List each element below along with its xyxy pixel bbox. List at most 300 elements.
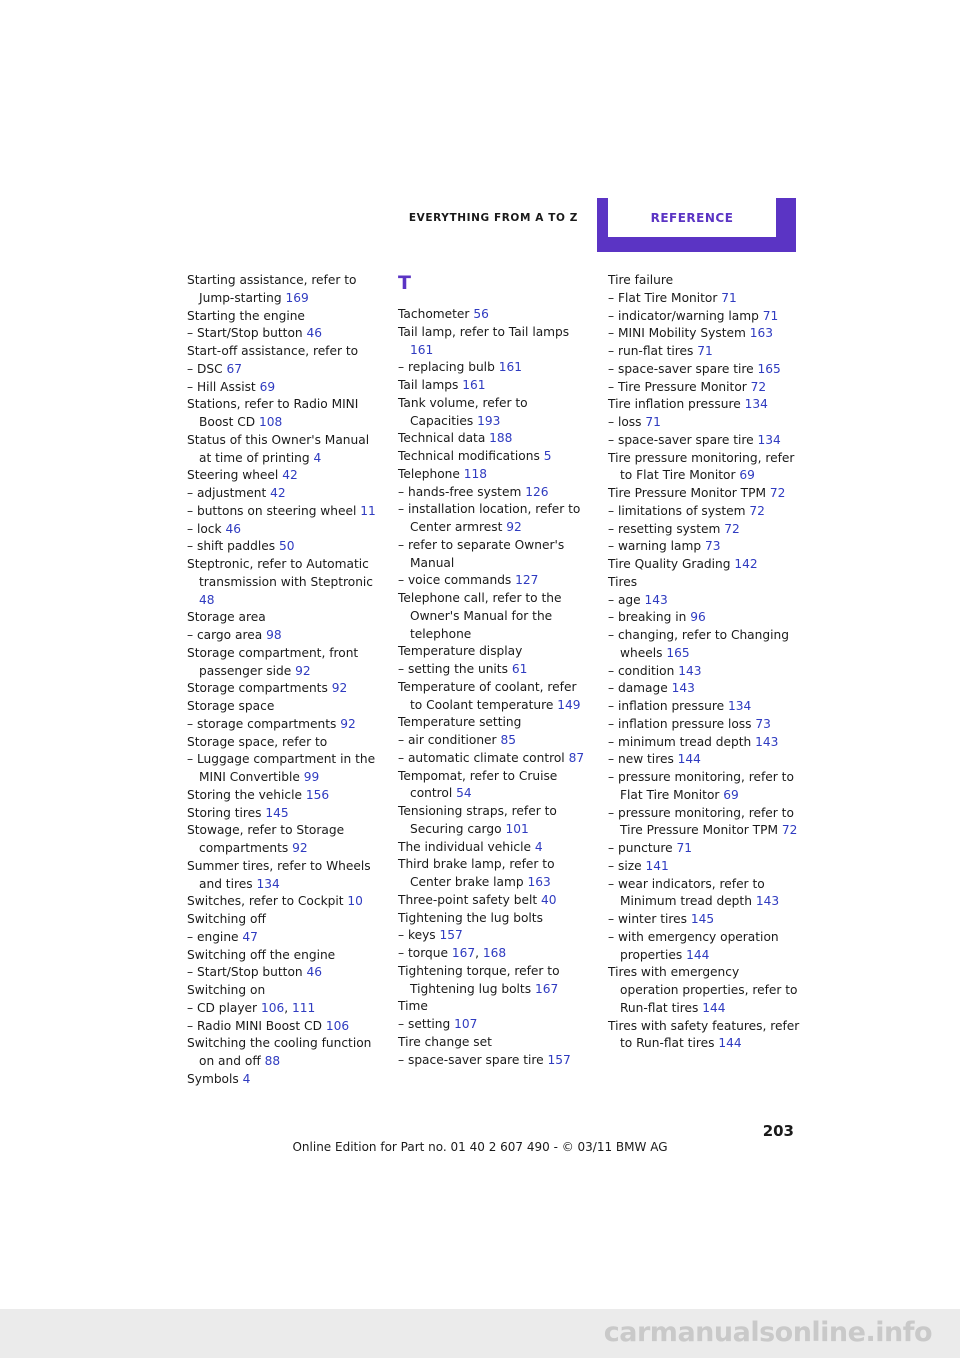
page-reference-link[interactable]: 4 xyxy=(313,450,322,465)
index-entry xyxy=(608,858,800,876)
index-entry xyxy=(187,947,379,965)
index-entry-text: – run-flat tires xyxy=(608,344,694,358)
index-entry xyxy=(398,768,590,804)
page-reference-link[interactable]: 71 xyxy=(645,415,661,429)
index-entry-text: – condition xyxy=(608,663,675,678)
page-reference-link[interactable]: 72 xyxy=(749,503,765,518)
index-entry xyxy=(187,556,379,609)
index-entry xyxy=(187,627,379,645)
index-entry-text: Time xyxy=(398,999,428,1014)
page-reference-link[interactable]: 149 xyxy=(557,697,581,712)
index-entry-text: – new tires xyxy=(608,752,674,767)
index-entry xyxy=(398,714,590,732)
index-entry-text: Switching off the engine xyxy=(187,947,336,962)
page-reference-link[interactable]: 54 xyxy=(456,786,472,801)
index-entry-text: Tires with safety features, refer to Run-flat tires xyxy=(608,1018,800,1051)
page-reference-link[interactable]: 71 xyxy=(762,308,779,323)
index-entry-text: Tachometer xyxy=(398,307,470,321)
index-entry-text: – Luggage compartment in the MINI Convertible xyxy=(187,752,376,784)
index-entry xyxy=(187,467,379,485)
index-entry-text: – adjustment xyxy=(187,486,267,500)
index-entry xyxy=(608,521,800,539)
index-entry xyxy=(187,272,379,308)
index-entry xyxy=(398,963,590,999)
index-entry xyxy=(398,998,590,1016)
index-entry xyxy=(398,643,590,661)
index-entry-text: – inflation pressure xyxy=(608,699,725,713)
index-entry xyxy=(187,822,379,858)
index-entry xyxy=(398,590,590,643)
index-entry-text: – MINI Mobility System xyxy=(608,326,746,341)
index-entry-text: Technical data xyxy=(398,431,486,446)
page-reference-link[interactable]: 169 xyxy=(285,290,309,305)
index-entry xyxy=(187,343,379,361)
index-entry xyxy=(608,769,800,805)
page-reference-link[interactable]: 161 xyxy=(462,378,486,392)
index-entry xyxy=(608,698,800,716)
index-entry-text: – air conditioner xyxy=(398,733,497,747)
index-entry xyxy=(187,734,379,752)
page-reference-link[interactable]: 134 xyxy=(744,397,768,412)
index-entry-text: – buttons on steering wheel xyxy=(187,503,357,518)
page-reference-link[interactable]: 193 xyxy=(477,413,501,428)
page-reference-link[interactable]: 42 xyxy=(270,486,286,500)
page-reference-link[interactable]: 40 xyxy=(541,892,557,907)
page-reference-link[interactable]: 10 xyxy=(347,894,363,909)
page-reference-link[interactable]: 96 xyxy=(690,610,706,625)
page-reference-link[interactable]: 157 xyxy=(439,928,463,943)
index-entry-text: Storage compartments xyxy=(187,681,328,696)
index-entry-text: – DSC xyxy=(187,361,223,376)
page-reference-link[interactable]: 92 xyxy=(295,663,311,678)
index-entry-text: Tightening the lug bolts xyxy=(398,910,543,925)
watermark-text: carmanualsonline.info xyxy=(603,1317,932,1348)
index-entry xyxy=(187,521,379,539)
index-column-3 xyxy=(608,272,800,1053)
index-entry-text: – inflation pressure loss xyxy=(608,716,752,731)
index-entry-text: Three-point safety belt xyxy=(398,892,538,907)
index-entry xyxy=(608,840,800,858)
index-entry-text: Technical modifications xyxy=(398,449,540,463)
page-reference-link[interactable]: 167 xyxy=(451,946,476,960)
index-entry xyxy=(187,751,379,787)
index-entry-text: Steptronic, refer to Automatic transmission with Steptronic xyxy=(187,557,373,589)
footer-edition-note: Online Edition for Part no. 01 40 2 607 490 - © 03/11 BMW AG xyxy=(292,1140,668,1154)
page-reference-link[interactable]: 47 xyxy=(242,929,258,944)
index-entry-text: Tire failure xyxy=(608,273,674,287)
index-entry xyxy=(608,432,800,450)
page-reference-link[interactable]: 4 xyxy=(534,839,543,854)
index-entry-text: – replacing bulb xyxy=(398,360,495,375)
index-entry xyxy=(608,680,800,698)
page-reference-link[interactable]: 144 xyxy=(718,1036,742,1051)
index-entry-text: Steering wheel xyxy=(187,468,279,483)
index-entry xyxy=(398,572,590,590)
page-reference-link[interactable]: 165 xyxy=(666,645,690,660)
index-entry xyxy=(398,1052,590,1070)
page-reference-link[interactable]: 167 xyxy=(534,981,559,996)
page-reference-link[interactable]: 88 xyxy=(264,1054,281,1068)
index-entry-text: – Start/Stop button xyxy=(187,965,303,980)
index-entry xyxy=(608,450,800,486)
index-entry-text: Temperature setting xyxy=(398,715,522,730)
index-entry xyxy=(187,503,379,521)
page-reference-link[interactable]: 126 xyxy=(525,484,549,499)
index-entry-text: Storage area xyxy=(187,610,266,625)
index-entry xyxy=(608,751,800,769)
page-reference-link[interactable]: 92 xyxy=(331,681,348,696)
index-letter-heading: T xyxy=(398,272,411,294)
index-entry xyxy=(187,308,379,326)
page-reference-link[interactable]: 67 xyxy=(226,361,242,376)
index-entry-text: The individual vehicle xyxy=(398,839,531,854)
index-entry-text: Start-off assistance, refer to xyxy=(187,344,359,358)
page-reference-link[interactable]: 107 xyxy=(454,1017,478,1031)
index-entry xyxy=(608,1018,800,1054)
index-entry-text: – CD player xyxy=(187,1000,258,1015)
index-entry xyxy=(398,750,590,768)
index-entry xyxy=(398,732,590,750)
index-entry-text: – installation location, refer to Center armrest xyxy=(398,502,581,534)
index-entry-text: Symbols xyxy=(187,1071,239,1086)
index-entry-text: Starting the engine xyxy=(187,308,305,323)
index-entry-text: Tire inflation pressure xyxy=(608,397,741,412)
index-entry xyxy=(398,501,590,537)
index-entry xyxy=(608,876,800,912)
index-entry xyxy=(398,306,590,324)
index-entry xyxy=(187,645,379,681)
index-entry-text: – automatic climate control xyxy=(398,750,565,765)
index-entry-text: – Hill Assist xyxy=(187,379,256,394)
page-reference-link[interactable]: 72 xyxy=(781,823,798,838)
index-entry-text: Tightening torque, refer to Tightening lug bolts xyxy=(398,963,560,996)
page-reference-link[interactable]: 72 xyxy=(769,486,786,500)
index-entry-text: – loss xyxy=(608,415,642,429)
page-reference-link[interactable]: 46 xyxy=(306,326,323,341)
page-reference-link[interactable]: 46 xyxy=(306,965,323,980)
index-entry-text: Status of this Owner's Manual at time of printing xyxy=(187,432,370,465)
page-reference-link[interactable]: 69 xyxy=(259,379,276,394)
page-reference-link[interactable]: 92 xyxy=(340,716,356,731)
index-entry xyxy=(608,663,800,681)
page-reference-link[interactable]: 92 xyxy=(506,520,522,534)
index-entry xyxy=(398,537,590,573)
watermark-bar xyxy=(0,1309,960,1358)
index-entry-text: Temperature display xyxy=(398,644,523,659)
index-entry-text: Tire Quality Grading xyxy=(608,557,731,571)
index-entry xyxy=(398,839,590,857)
index-entry xyxy=(608,627,800,663)
index-entry xyxy=(398,324,590,360)
page-reference-link[interactable]: 144 xyxy=(677,752,701,767)
page-number: 203 xyxy=(762,1122,794,1140)
index-entry-text: – engine xyxy=(187,929,239,944)
index-entry-text: Tire pressure monitoring, refer to Flat Tire Monitor xyxy=(608,450,795,483)
index-entry xyxy=(608,734,800,752)
page-reference-link[interactable]: 85 xyxy=(500,733,516,747)
index-entry xyxy=(398,803,590,839)
page-reference-link[interactable]: 73 xyxy=(704,539,721,554)
page-reference-link[interactable]: 127 xyxy=(515,573,539,588)
index-entry xyxy=(608,414,800,432)
index-entry xyxy=(187,325,379,343)
index-entry: – torque 167, 168 xyxy=(398,946,507,960)
page-reference-link[interactable]: 161 xyxy=(498,360,522,375)
page-reference-link[interactable]: 108 xyxy=(259,415,283,429)
page-reference-link[interactable]: 69 xyxy=(739,468,755,483)
page-reference-link[interactable]: 42 xyxy=(282,468,298,483)
index-entry-text: – setting xyxy=(398,1017,451,1031)
index-entry-text: – size xyxy=(608,858,642,873)
index-entry xyxy=(398,856,590,892)
page-reference-link[interactable]: 118 xyxy=(463,466,488,481)
index-entry xyxy=(608,361,800,379)
section-tab xyxy=(597,198,796,252)
page-reference-link[interactable]: 11 xyxy=(360,503,376,518)
index-entry-text: Storage space xyxy=(187,699,275,713)
index-entry-text: – refer to separate Owner's Manual xyxy=(398,537,565,570)
page-reference-link[interactable]: 69 xyxy=(723,787,739,802)
index-entry xyxy=(187,361,379,379)
page-reference-link[interactable]: 168 xyxy=(482,946,507,960)
page-reference-link[interactable]: 143 xyxy=(678,663,702,678)
index-entry xyxy=(398,910,590,928)
index-entry-text: – indicator/warning lamp xyxy=(608,308,759,323)
page-reference-link[interactable]: 111 xyxy=(291,1000,316,1015)
page-reference-link[interactable]: 92 xyxy=(292,841,308,855)
index-entry-text: – minimum tread depth xyxy=(608,734,752,749)
index-entry-text: Temperature of coolant, refer to Coolant temperature xyxy=(398,679,577,712)
index-entry-text: Switching on xyxy=(187,983,266,997)
index-entry-text: – Flat Tire Monitor xyxy=(608,290,718,305)
index-entry xyxy=(608,574,800,592)
index-entry xyxy=(187,396,379,432)
index-entry xyxy=(608,538,800,556)
index-entry-text: Storing tires xyxy=(187,805,262,820)
page-reference-link[interactable]: 5 xyxy=(543,449,552,463)
index-entry xyxy=(398,661,590,679)
index-entry-text: – Start/Stop button xyxy=(187,326,303,341)
index-entry-text: – with emergency operation properties xyxy=(608,929,779,962)
index-entry xyxy=(608,609,800,627)
page-reference-link[interactable]: 4 xyxy=(242,1071,251,1086)
index-column-2 xyxy=(398,272,590,1069)
index-entry xyxy=(398,1016,590,1034)
index-entry-text: – pressure monitoring, refer to Flat Tire Monitor xyxy=(608,770,794,802)
index-entry xyxy=(187,379,379,397)
index-column-1 xyxy=(187,272,379,1089)
index-entry-text: Tempomat, refer to Cruise control xyxy=(398,768,558,801)
index-entry-text: – space-saver spare tire xyxy=(608,361,754,376)
index-entry-text: – wear indicators, refer to Minimum tread depth xyxy=(608,876,765,909)
page-reference-link[interactable]: 143 xyxy=(644,592,668,607)
index-entry-text: – pressure monitoring, refer to Tire Pressure Monitor TPM xyxy=(608,805,794,838)
page-reference-link[interactable]: 188 xyxy=(489,431,513,446)
index-entry-text: Switching off xyxy=(187,912,266,926)
index-entry xyxy=(608,290,800,308)
index-entry-text: Tire change set xyxy=(398,1034,492,1049)
index-entry xyxy=(398,466,590,484)
index-entry-text: – shift paddles xyxy=(187,539,276,554)
index-entry-text: – Radio MINI Boost CD xyxy=(187,1018,322,1033)
index-entry xyxy=(187,609,379,627)
index-entry-text: – lock xyxy=(187,521,222,536)
index-entry-text: – damage xyxy=(608,681,668,696)
page-reference-link[interactable]: 143 xyxy=(755,734,779,749)
index-entry xyxy=(398,430,590,448)
page-reference-link[interactable]: 72 xyxy=(724,521,740,536)
index-entry xyxy=(187,964,379,982)
index-entry-text: – torque xyxy=(398,946,448,960)
page-reference-link[interactable]: 145 xyxy=(265,805,289,820)
index-entry-text: Tires with emergency operation properties, refer to Run-flat tires xyxy=(608,965,798,1015)
index-entry-text: – warning lamp xyxy=(608,539,702,554)
index-entry xyxy=(608,396,800,414)
index-entry-text: Storing the vehicle xyxy=(187,787,302,802)
index-entry-text: – age xyxy=(608,592,641,607)
page-reference-link[interactable]: 134 xyxy=(256,876,280,891)
index-entry xyxy=(398,1034,590,1052)
page-reference-link[interactable]: 143 xyxy=(671,681,695,696)
index-entry-text: – breaking in xyxy=(608,610,687,625)
index-entry xyxy=(187,929,379,947)
index-entry-text: – cargo area xyxy=(187,628,263,642)
index-entry: – CD player 106, 111 xyxy=(187,1000,316,1015)
index-entry xyxy=(187,893,379,911)
index-entry-text: Storage compartment, front passenger side xyxy=(187,645,359,678)
page-reference-link[interactable]: 106 xyxy=(260,1000,285,1015)
index-entry xyxy=(187,911,379,929)
index-entry xyxy=(608,325,800,343)
page-reference-link[interactable]: 87 xyxy=(568,750,585,765)
index-entry xyxy=(398,484,590,502)
page-reference-link[interactable]: 165 xyxy=(757,361,781,376)
index-entry-text: Tank volume, refer to Capacities xyxy=(398,395,528,428)
index-entry-text: Starting assistance, refer to Jump-starting xyxy=(187,273,357,305)
index-entry xyxy=(398,927,590,945)
page-reference-link[interactable]: 71 xyxy=(676,841,692,855)
index-entry xyxy=(608,379,800,397)
index-entry xyxy=(187,1018,379,1036)
index-entry-text: Switches, refer to Cockpit xyxy=(187,894,344,909)
index-entry xyxy=(398,448,590,466)
index-entry-text: – winter tires xyxy=(608,912,687,926)
page-reference-link[interactable]: 156 xyxy=(305,787,330,802)
index-entry xyxy=(608,929,800,965)
index-entry xyxy=(187,538,379,556)
index-entry xyxy=(608,503,800,521)
index-entry xyxy=(187,982,379,1000)
index-entry-text: – voice commands xyxy=(398,573,512,588)
index-entry-text: Tensioning straps, refer to Securing cargo xyxy=(398,804,557,836)
index-entry xyxy=(398,377,590,395)
page-reference-link[interactable]: 141 xyxy=(645,858,669,873)
page-reference-link[interactable]: 71 xyxy=(721,290,737,305)
index-entry-text: Third brake lamp, refer to Center brake lamp xyxy=(398,857,555,889)
page-reference-link[interactable]: 101 xyxy=(505,821,529,836)
index-entry xyxy=(187,858,379,894)
index-entry xyxy=(187,787,379,805)
index-entry xyxy=(187,716,379,734)
index-entry xyxy=(187,1071,379,1089)
page-reference-link[interactable]: 144 xyxy=(702,1000,726,1015)
page-reference-link[interactable]: 46 xyxy=(225,521,241,536)
index-entry xyxy=(187,485,379,503)
page-reference-link[interactable]: 145 xyxy=(690,912,715,926)
index-entry-text: Stations, refer to Radio MINI Boost CD xyxy=(187,397,359,429)
index-entry-text: – storage compartments xyxy=(187,716,337,731)
page-reference-link[interactable]: 143 xyxy=(755,894,780,909)
page-reference-link[interactable]: 50 xyxy=(278,539,295,554)
index-entry-text: Tail lamps xyxy=(398,378,459,392)
page-reference-link[interactable]: 48 xyxy=(199,592,215,607)
page-reference-link[interactable]: 72 xyxy=(750,379,767,394)
page-reference-link[interactable]: 61 xyxy=(511,662,528,676)
section-tab-label: REFERENCE xyxy=(608,198,776,237)
index-entry-text: Tires xyxy=(608,574,638,589)
index-entry xyxy=(608,964,800,1017)
index-entry xyxy=(608,592,800,610)
index-entry-text: Switching the cooling function on and off xyxy=(187,1036,372,1068)
index-entry xyxy=(608,272,800,290)
index-entry xyxy=(608,805,800,841)
index-entry-text: Telephone xyxy=(398,466,460,481)
section-title: EVERYTHING FROM A TO Z xyxy=(408,212,578,224)
index-entry-text: – setting the units xyxy=(398,662,508,676)
index-entry xyxy=(608,716,800,734)
index-entry-text: – changing, refer to Changing wheels xyxy=(608,628,789,660)
page-reference-link[interactable]: 163 xyxy=(527,875,551,889)
page-reference-link[interactable]: 56 xyxy=(473,307,489,321)
index-entry-text: – limitations of system xyxy=(608,503,746,518)
page-reference-link[interactable]: 144 xyxy=(686,947,710,962)
page-reference-link[interactable]: 157 xyxy=(547,1052,571,1067)
index-entry-text: Summer tires, refer to Wheels and tires xyxy=(187,858,371,891)
index-entry-text: – space-saver spare tire xyxy=(608,432,754,447)
index-entry-text: – puncture xyxy=(608,841,673,855)
index-entry xyxy=(608,911,800,929)
index-entry xyxy=(608,343,800,361)
index-entry xyxy=(187,698,379,716)
index-entry xyxy=(398,892,590,910)
page-reference-link[interactable]: 73 xyxy=(755,716,771,731)
index-entry xyxy=(187,432,379,468)
index-entry-text: – space-saver spare tire xyxy=(398,1052,544,1067)
page-reference-link[interactable]: 71 xyxy=(697,344,713,358)
page-reference-link[interactable]: 134 xyxy=(727,699,752,713)
index-entry-text: Tire Pressure Monitor TPM xyxy=(608,486,766,500)
page-reference-link[interactable]: 98 xyxy=(266,628,282,642)
index-entry xyxy=(398,395,590,431)
index-entry xyxy=(608,556,800,574)
index-entry xyxy=(398,679,590,715)
index-entry-text: – Tire Pressure Monitor xyxy=(608,379,747,394)
page-reference-link[interactable]: 134 xyxy=(757,432,781,447)
page-reference-link[interactable]: 142 xyxy=(734,557,758,571)
index-entry-text: – resetting system xyxy=(608,521,721,536)
index-entry xyxy=(398,359,590,377)
index-entry-text: Telephone call, refer to the Owner's Manual for the telephone xyxy=(398,591,562,641)
page-reference-link[interactable]: 163 xyxy=(749,326,773,341)
index-entry-text: Tail lamp, refer to Tail lamps xyxy=(398,324,570,339)
page-reference-link[interactable]: 106 xyxy=(325,1018,350,1033)
index-entry-text: Stowage, refer to Storage compartments xyxy=(187,823,345,855)
index-entry-text: – hands-free system xyxy=(398,484,522,499)
index-entry xyxy=(608,485,800,503)
index-entry xyxy=(187,805,379,823)
page-reference-link[interactable]: 99 xyxy=(303,770,320,784)
page-reference-link[interactable]: 161 xyxy=(410,342,434,357)
